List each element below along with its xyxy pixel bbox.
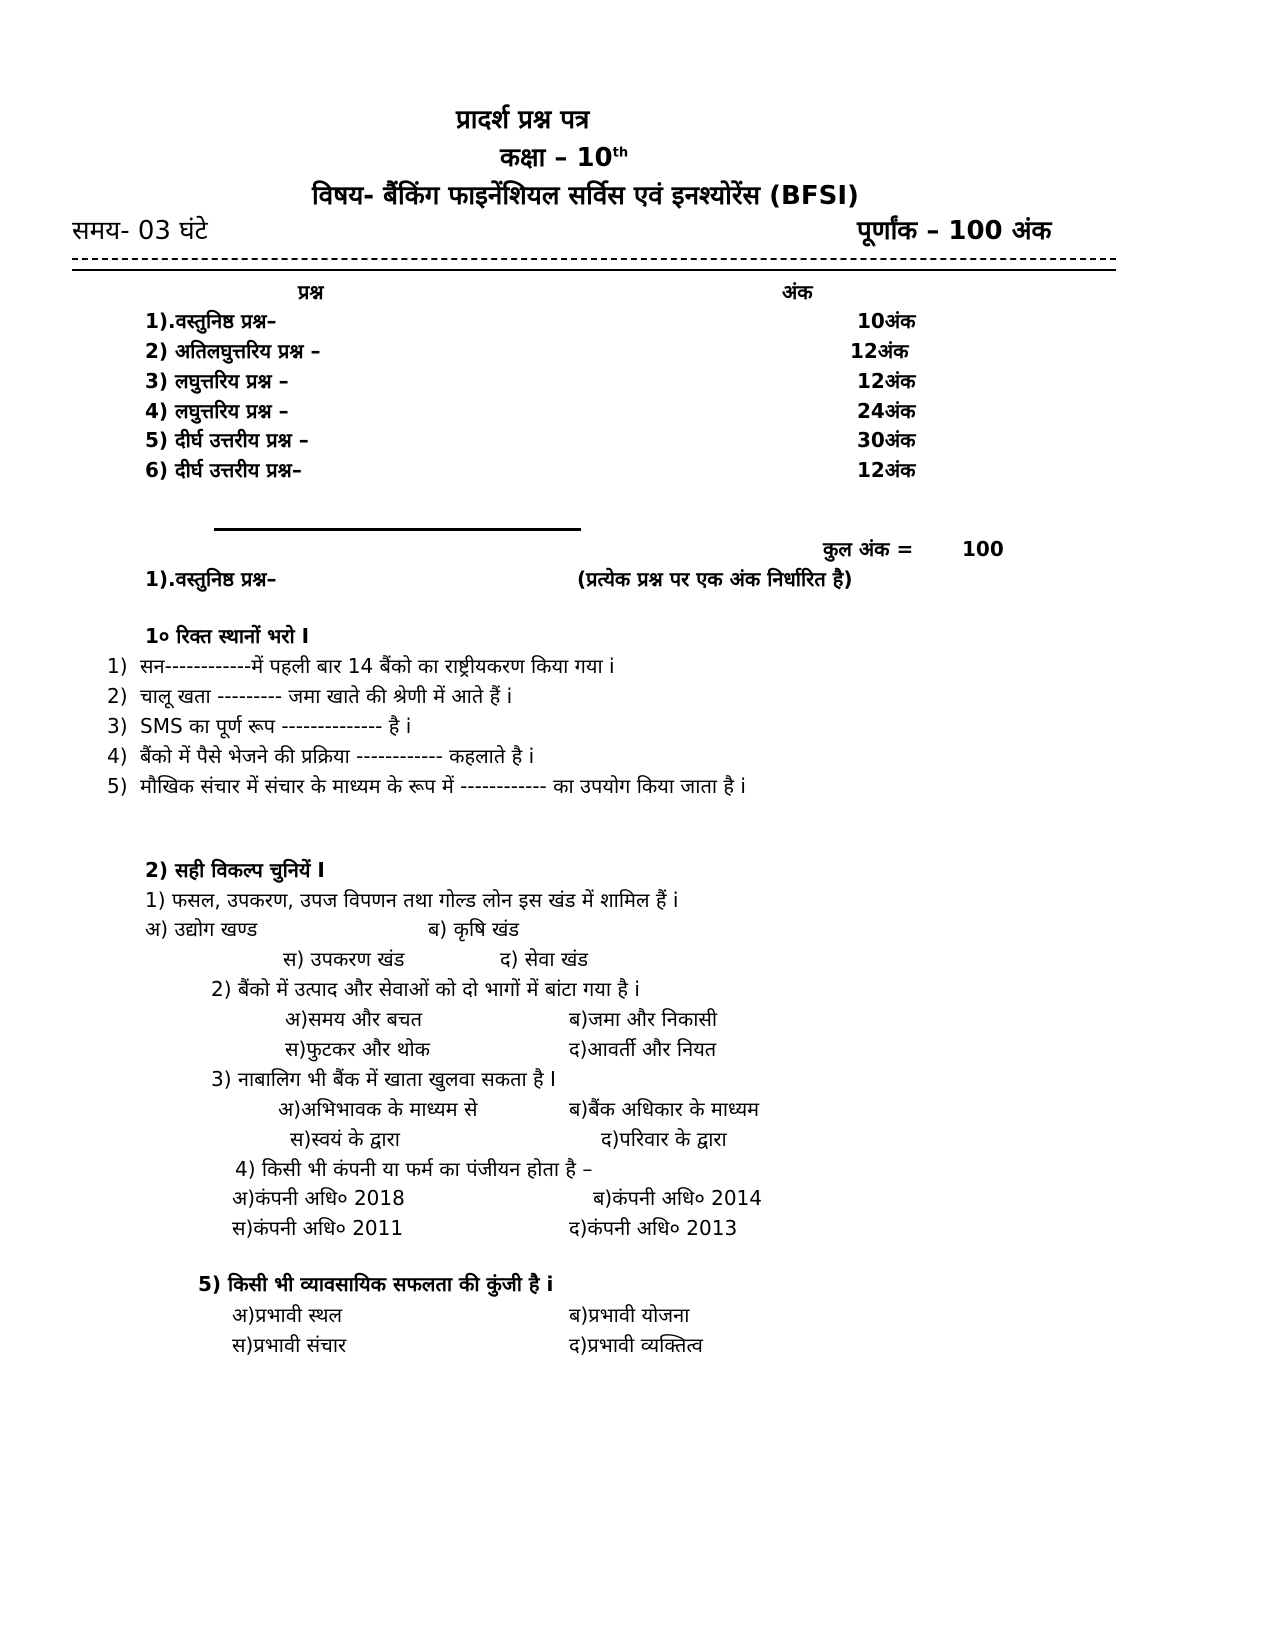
summary-row-label: 3) लघुत्तरिय प्रश्न – [145,369,289,393]
col-header-marks: अंक [782,280,813,304]
mcq-option: ब)प्रभावी योजना [569,1303,690,1327]
mcq-option: अ)प्रभावी स्थल [232,1303,343,1327]
mcq-option: द)परिवार के द्वारा [601,1127,727,1151]
summary-row-marks: 30अंक [857,428,916,452]
summary-row-label: 2) अतिलघुत्तरिय प्रश्न – [145,339,321,363]
summary-row-label: 5) दीर्घ उत्तरीय प्रश्न – [145,428,309,452]
mcq-option: ब)कंपनी अधि० 2014 [593,1186,762,1210]
mcq-option: द) सेवा खंड [500,947,589,971]
fill-item-number: 4) [107,744,128,768]
class-label: कक्षा – 10th [500,143,629,173]
summary-row-marks: 12अंक [857,458,916,482]
mcq-option: स)प्रभावी संचार [232,1333,347,1357]
paper-title: प्रादर्श प्रश्न पत्र [456,105,590,135]
mcq-option: स)कंपनी अधि० 2011 [232,1216,404,1240]
mcq-question: 1) फसल, उपकरण, उपज विपणन तथा गोल्ड लोन इस खंड में शामिल हैं i [145,888,679,912]
total-label: कुल अंक = [823,537,914,561]
summary-row-label: 4) लघुत्तरिय प्रश्न – [145,399,289,423]
total-marks: पूर्णांक – 100 अंक [857,216,1052,246]
col-header-question: प्रश्न [298,280,324,304]
fill-item-text: मौखिक संचार में संचार के माध्यम के रूप में ------------ का उपयोग किया जाता है i [140,774,746,798]
fill-item-text: बैंको में पैसे भेजने की प्रक्रिया ------------ कहलाते है i [140,744,535,768]
mcq-option: ब)जमा और निकासी [569,1007,718,1031]
exam-time: समय- 03 घंटे [72,216,208,246]
summary-row-marks: 12अंक [857,369,916,393]
mcq-option: स)स्वयं के द्वारा [290,1127,400,1151]
mcq-option: स)फुटकर और थोक [285,1037,431,1061]
mcq-option: स) उपकरण खंड [283,947,405,971]
mcq-option: द)आवर्ती और नियत [569,1037,717,1061]
mcq-option: द)कंपनी अधि० 2013 [569,1216,738,1240]
fill-item-number: 1) [107,654,128,678]
mcq-question: 2) बैंको में उत्पाद और सेवाओं को दो भागों में बांटा गया है i [211,977,640,1001]
mcq-option: अ)कंपनी अधि० 2018 [232,1186,405,1210]
section2-heading: 2) सही विकल्प चुनियें I [145,858,325,882]
mcq-question: 3) नाबालिग भी बैंक में खाता खुलवा सकता है I [211,1067,556,1091]
fill-item-number: 3) [107,714,128,738]
mcq-option: अ)समय और बचत [285,1007,423,1031]
mcq-option: ब) कृषि खंड [428,917,520,941]
mcq-option: ब)बैंक अधिकार के माध्यम [569,1097,760,1121]
summary-row-label: 6) दीर्घ उत्तरीय प्रश्न– [145,458,302,482]
solid-divider [72,269,1116,271]
fill-item-number: 5) [107,774,128,798]
fill-item-text: SMS का पूर्ण रूप -------------- है i [140,714,412,738]
summary-row-marks: 10अंक [857,309,916,333]
section1-note: (प्रत्येक प्रश्न पर एक अंक निर्धारित है) [577,567,853,591]
mcq-option: द)प्रभावी व्यक्तित्व [569,1333,703,1357]
signature-rule [214,528,581,531]
total-value: 100 [962,537,1004,561]
summary-row-label: 1).वस्तुनिष्ठ प्रश्न– [145,309,277,333]
mcq-question: 4) किसी भी कंपनी या फर्म का पंजीयन होता है – [235,1157,593,1181]
subject-line: विषय- बैंकिंग फाइनेंशियल सर्विस एवं इनश्योरेंस (BFSI) [312,181,859,211]
fill-item-text: सन------------में पहली बार 14 बैंको का राष्ट्रीयकरण किया गया i [140,654,615,678]
fill-blanks-heading: 1० रिक्त स्थानों भरो I [145,624,310,648]
summary-row-marks: 12अंक [850,339,909,363]
summary-row-marks: 24अंक [857,399,916,423]
mcq-option: अ)अभिभावक के माध्यम से [278,1097,478,1121]
mcq-option: अ) उद्योग खण्ड [145,917,258,941]
fill-item-text: चालू खता --------- जमा खाते की श्रेणी में आते हैं i [140,684,513,708]
fill-item-number: 2) [107,684,128,708]
mcq-question: 5) किसी भी व्यावसायिक सफलता की कुंजी है i [198,1272,554,1296]
section1-heading: 1).वस्तुनिष्ठ प्रश्न– [145,567,277,591]
dashed-divider [72,258,1116,260]
